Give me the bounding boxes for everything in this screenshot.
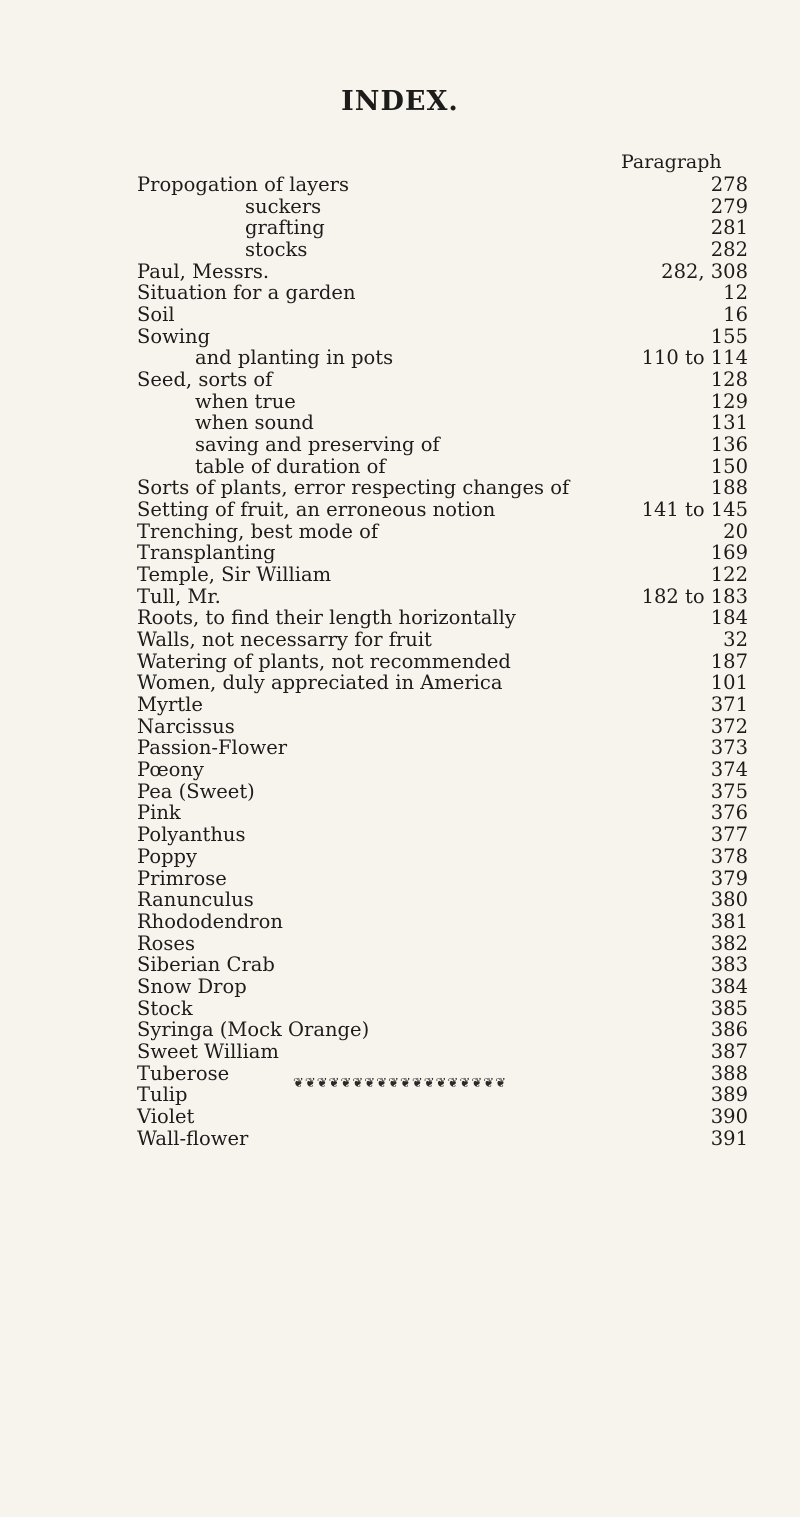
- entry-label: Violet: [137, 1104, 195, 1128]
- entry-label: Temple, Sir William: [137, 563, 332, 587]
- entry-paragraph-number: 282, 308: [661, 259, 748, 283]
- index-entry: [0, 998, 800, 1020]
- ornament-rule: ❦❦❦❦❦❦❦❦❦❦❦❦❦❦❦❦❦❦: [292, 1076, 508, 1091]
- index-entry: [0, 391, 800, 413]
- index-entry: [0, 781, 800, 803]
- entry-paragraph-number: 32: [723, 628, 748, 652]
- entry-paragraph-number: 383: [710, 953, 748, 977]
- index-entries: [0, 174, 800, 1149]
- index-entry: [0, 802, 800, 824]
- entry-label: Siberian Crab: [137, 953, 275, 977]
- entry-label: Myrtle: [137, 693, 203, 717]
- entry-paragraph-number: 101: [710, 671, 748, 695]
- entry-label: Sweet William: [137, 1039, 279, 1063]
- entry-paragraph-number: 279: [710, 194, 748, 218]
- entry-paragraph-number: 110 to 114: [641, 346, 748, 370]
- index-entry: [0, 174, 800, 196]
- entry-label: Situation for a garden: [137, 281, 356, 305]
- index-entry: [0, 196, 800, 218]
- entry-paragraph-number: 169: [710, 541, 748, 565]
- entry-label: Stock: [137, 996, 193, 1020]
- page-title: INDEX.: [341, 86, 459, 117]
- index-entry: [0, 456, 800, 478]
- index-entry: [0, 239, 800, 261]
- index-entry: [0, 629, 800, 651]
- index-entry: [0, 954, 800, 976]
- entry-label: Roses: [137, 931, 195, 955]
- entry-paragraph-number: 282: [710, 238, 748, 262]
- entry-label: Ranunculus: [137, 888, 254, 912]
- index-entry: [0, 564, 800, 586]
- entry-paragraph-number: 378: [710, 844, 748, 868]
- entry-label: Wall-flower: [137, 1126, 249, 1150]
- entry-label: when sound: [195, 411, 314, 435]
- entry-label: when true: [195, 389, 296, 413]
- entry-label: stocks: [245, 238, 308, 262]
- entry-paragraph-number: 384: [710, 974, 748, 998]
- index-entry: [0, 1106, 800, 1128]
- entry-paragraph-number: 375: [710, 779, 748, 803]
- entry-label: Passion-Flower: [137, 736, 288, 760]
- index-entry: [0, 217, 800, 239]
- index-entry: [0, 434, 800, 456]
- entry-label: Propogation of layers: [137, 173, 349, 196]
- entry-paragraph-number: 187: [710, 649, 748, 673]
- index-entry: [0, 737, 800, 759]
- entry-paragraph-number: 390: [710, 1104, 748, 1128]
- index-entry: [0, 933, 800, 955]
- entry-paragraph-number: 382: [710, 931, 748, 955]
- entry-paragraph-number: 371: [710, 693, 748, 717]
- entry-paragraph-number: 128: [710, 368, 748, 392]
- entry-paragraph-number: 12: [723, 281, 748, 305]
- entry-label: Walls, not necessarry for fruit: [137, 628, 432, 652]
- entry-paragraph-number: 374: [710, 758, 748, 782]
- entry-label: saving and preserving of: [195, 433, 440, 457]
- entry-paragraph-number: 281: [710, 216, 748, 240]
- index-entry: [0, 542, 800, 564]
- entry-paragraph-number: 376: [710, 801, 748, 825]
- index-entry: [0, 326, 800, 348]
- index-entry: [0, 759, 800, 781]
- entry-paragraph-number: 188: [710, 476, 748, 500]
- index-entry: [0, 369, 800, 391]
- index-entry: [0, 586, 800, 608]
- entry-label: Narcissus: [137, 714, 235, 738]
- index-entry: [0, 868, 800, 890]
- entry-label: Watering of plants, not recommended: [137, 649, 511, 673]
- entry-paragraph-number: 377: [710, 823, 748, 847]
- index-entry: [0, 412, 800, 434]
- entry-label: Syringa (Mock Orange): [137, 1018, 370, 1042]
- entry-label: Snow Drop: [137, 974, 247, 998]
- entry-label: Setting of fruit, an erroneous notion: [137, 498, 496, 522]
- entry-label: Primrose: [137, 866, 227, 890]
- entry-paragraph-number: 391: [710, 1126, 748, 1150]
- index-entry: [0, 651, 800, 673]
- entry-label: Transplanting: [137, 541, 276, 565]
- entry-label: suckers: [245, 194, 322, 218]
- entry-label: Roots, to find their length horizontally: [137, 606, 516, 630]
- entry-paragraph-number: 373: [710, 736, 748, 760]
- entry-paragraph-number: 182 to 183: [641, 584, 748, 608]
- index-entry: [0, 1019, 800, 1041]
- entry-paragraph-number: 385: [710, 996, 748, 1020]
- index-entry: [0, 1128, 800, 1150]
- index-entry: [0, 694, 800, 716]
- entry-label: Tulip: [137, 1083, 188, 1107]
- entry-label: Seed, sorts of: [137, 368, 273, 392]
- entry-paragraph-number: 150: [710, 454, 748, 478]
- index-entry: [0, 824, 800, 846]
- index-entry: [0, 499, 800, 521]
- entry-paragraph-number: 16: [723, 303, 748, 327]
- entry-paragraph-number: 184: [710, 606, 748, 630]
- index-entry: [0, 261, 800, 283]
- index-entry: [0, 1041, 800, 1063]
- entry-paragraph-number: 141 to 145: [641, 498, 748, 522]
- entry-paragraph-number: 131: [710, 411, 748, 435]
- entry-paragraph-number: 389: [710, 1083, 748, 1107]
- entry-paragraph-number: 387: [710, 1039, 748, 1063]
- entry-label: Pink: [137, 801, 181, 825]
- entry-paragraph-number: 388: [710, 1061, 748, 1085]
- entry-paragraph-number: 372: [710, 714, 748, 738]
- entry-paragraph-number: 136: [710, 433, 748, 457]
- entry-label: Trenching, best mode of: [137, 519, 379, 543]
- entry-label: grafting: [245, 216, 325, 240]
- index-entry: [0, 282, 800, 304]
- entry-label: Poppy: [137, 844, 198, 868]
- entry-paragraph-number: 278: [710, 173, 748, 196]
- entry-paragraph-number: 381: [710, 909, 748, 933]
- entry-label: Paul, Messrs.: [137, 259, 270, 283]
- entry-label: and planting in pots: [195, 346, 394, 370]
- entry-paragraph-number: 129: [710, 389, 748, 413]
- entry-label: Sorts of plants, error respecting changes of: [137, 476, 570, 500]
- entry-label: Rhododendron: [137, 909, 283, 933]
- entry-paragraph-number: 379: [710, 866, 748, 890]
- index-entry: [0, 347, 800, 369]
- index-entry: [0, 672, 800, 694]
- entry-label: Pea (Sweet): [137, 779, 255, 803]
- index-entry: [0, 607, 800, 629]
- entry-paragraph-number: 122: [710, 563, 748, 587]
- index-entry: [0, 889, 800, 911]
- entry-label: table of duration of: [195, 454, 386, 478]
- entry-label: Women, duly appreciated in America: [137, 671, 503, 695]
- index-entry: [0, 521, 800, 543]
- entry-paragraph-number: 380: [710, 888, 748, 912]
- index-entry: [0, 911, 800, 933]
- entry-label: Tuberose: [137, 1061, 230, 1085]
- entry-label: Polyanthus: [137, 823, 246, 847]
- entry-label: Sowing: [137, 324, 211, 348]
- index-entry: [0, 846, 800, 868]
- paragraph-column-header: Paragraph: [621, 151, 722, 173]
- index-entry: [0, 716, 800, 738]
- index-entry: [0, 976, 800, 998]
- entry-paragraph-number: 155: [710, 324, 748, 348]
- index-entry: [0, 304, 800, 326]
- index-entry: [0, 477, 800, 499]
- entry-label: Tull, Mr.: [137, 584, 221, 608]
- entry-paragraph-number: 386: [710, 1018, 748, 1042]
- entry-paragraph-number: 20: [723, 519, 748, 543]
- entry-label: Pœony: [137, 758, 204, 782]
- entry-label: Soil: [137, 303, 175, 327]
